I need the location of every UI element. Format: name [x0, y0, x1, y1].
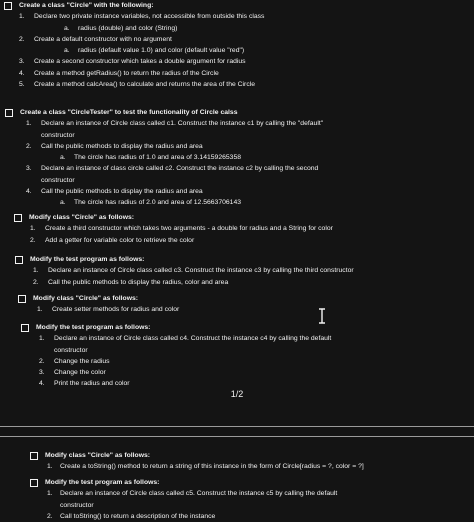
- list-item-continuation: constructor: [41, 131, 75, 139]
- list-item: 1. Create a third constructor which takes two arguments - a double for radius and a String for color: [30, 225, 333, 233]
- checkbox-icon: [30, 452, 38, 460]
- list-item-continuation: constructor: [41, 176, 75, 184]
- list-item: 2. Create a default constructor with no argument: [19, 35, 172, 43]
- section-title: Modify class "Circle" as follows:: [33, 295, 139, 302]
- list-item: 2. Add a getter for variable color to retrieve the color: [30, 236, 195, 244]
- list-item: 4. Create a method getRadius() to return the radius of the Circle: [19, 69, 219, 77]
- checkbox-icon: [5, 109, 13, 117]
- list-item-continuation: constructor: [54, 346, 88, 354]
- list-item: 1. Declare an instance of Circle class called c1. Construct the instance c1 by calling the "default": [26, 120, 324, 128]
- list-item: 1. Create a toString() method to return a string of this instance in the form of Circle[radius = ?, color = ?]: [47, 463, 364, 471]
- section-title: Modify class "Circle" as follows:: [29, 214, 135, 221]
- section-title: Create a class "CircleTester" to test the functionality of Circle calss: [20, 109, 238, 116]
- checkbox-icon: [21, 324, 29, 332]
- section-circle-tester: [0, 107, 474, 209]
- checkbox-icon: [18, 295, 26, 303]
- list-subitem: a. The circle has radius of 2.0 and area of 12.5663706143: [60, 199, 242, 207]
- page-number: 1/2: [230, 389, 244, 399]
- list-item: 1. Declare an instance of Circle class called c5. Construct the instance c5 by calling the default: [47, 490, 338, 498]
- text-cursor-icon: [318, 308, 326, 324]
- section-modify-circle-1: [0, 212, 474, 246]
- section-title: Modify the test program as follows:: [45, 479, 160, 486]
- list-item: 1. Declare two private instance variables, not accessible from outside this class: [19, 13, 265, 21]
- list-item-continuation: constructor: [60, 501, 94, 509]
- section-modify-circle-3: [0, 450, 474, 473]
- list-item: 3. Change the color: [39, 369, 106, 377]
- list-subitem: a. radius (double) and color (String): [64, 24, 178, 32]
- section-modify-test-1: [0, 254, 474, 288]
- checkbox-icon: [4, 2, 12, 10]
- list-subitem: a. radius (default value 1.0) and color (default value "red"): [64, 47, 245, 55]
- section-modify-circle-2: [0, 293, 474, 316]
- section-modify-test-3: [0, 477, 474, 522]
- section-title: Create a class "Circle" with the following:: [19, 2, 154, 9]
- section-title: Modify the test program as follows:: [30, 256, 145, 263]
- list-item: 3. Create a second constructor which takes a double argument for radius: [19, 58, 246, 66]
- checkbox-icon: [14, 214, 22, 222]
- section-title: Modify the test program as follows:: [36, 324, 151, 331]
- list-item: 1. Declare an instance of Circle class called c4. Construct the instance c4 by calling the default: [39, 335, 332, 343]
- list-item: 4. Print the radius and color: [39, 380, 130, 388]
- list-item: 2. Call toString() to return a description of the instance: [47, 512, 216, 520]
- list-subitem: a. The circle has radius of 1.0 and area of 3.14159265358: [60, 154, 242, 162]
- list-item: 2. Call the public methods to display the radius and area: [26, 142, 203, 150]
- section-title: Modify class "Circle" as follows:: [45, 452, 151, 459]
- list-item: 1. Create setter methods for radius and color: [37, 306, 180, 314]
- section-modify-test-2: [0, 322, 474, 390]
- list-item: 5. Create a method calcArea() to calculate and returns the area of the Circle: [19, 81, 256, 89]
- section-circle-class: [0, 0, 474, 90]
- list-item: 3. Declare an instance of class circle called c2. Construct the instance c2 by calling the second: [26, 165, 319, 173]
- list-item: 1. Declare an instance of Circle class called c3. Construct the instance c3 by calling the third constructor: [33, 267, 354, 275]
- checkbox-icon: [15, 256, 23, 264]
- list-item: 2. Change the radius: [39, 357, 110, 365]
- checkbox-icon: [30, 479, 38, 487]
- list-item: 4. Call the public methods to display the radius and area: [26, 188, 203, 196]
- document-page-2: [0, 426, 474, 520]
- list-item: 2. Call the public methods to display the radius, color and area: [33, 278, 229, 286]
